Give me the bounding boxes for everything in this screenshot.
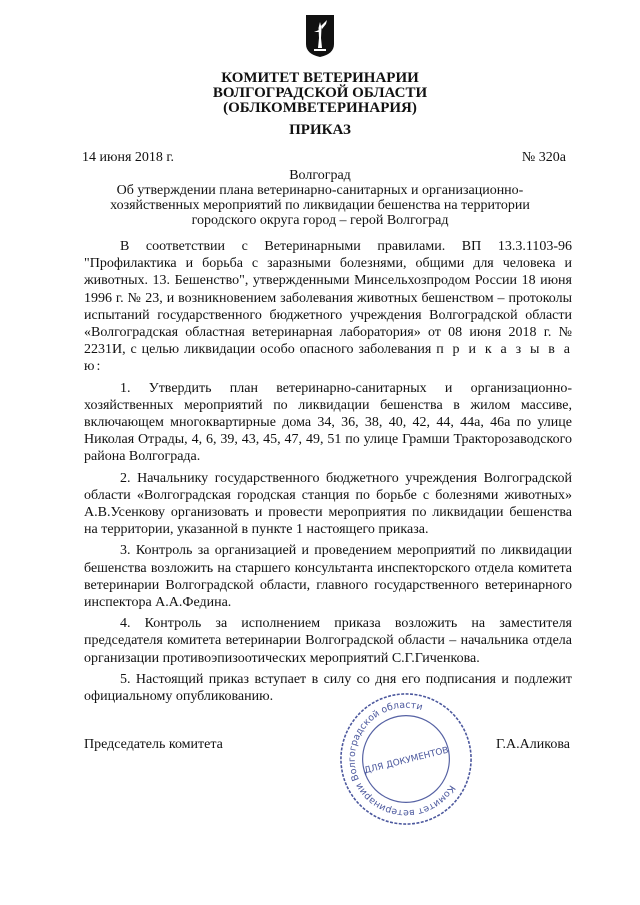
order-item-5: 5. Настоящий приказ вступает в силу со дня его подписания и подлежит официальному опубликованию. (84, 671, 572, 705)
order-body (84, 238, 572, 705)
signer-name: Г.А.Аликова (496, 737, 570, 752)
order-item-1: 1. Утвердить план ветеринарно-санитарных и организационно-хозяйственных мероприятий по ликвидации бешенства в жилом массиве, включающем многоквартирные дома 34, 36, 38, 40, 42, 44, 44а, 46а по улице Николая Отрады, 4, 6, 39, 43, 45, 47, 49, 51 по улице Грамши Тракторозаводского района Волгограда. (84, 380, 572, 465)
order-item-4: 4. Контроль за исполнением приказа возложить на заместителя председателя комитета ветеринарии Волгоградской области – начальника отдела организации противоэпизоотических мероприятий С.Г.Гиченкова. (84, 616, 572, 666)
preamble-text: В соответствии с Ветеринарными правилами. ВП 13.3.1103-96 "Профилактика и борьба с заразными болезнями, общими для человека и животных. 13. Бешенство", утвержденными Минсельхозпродом России 18 июня 1996 г. № 23, и возникновением заболевания животных бешенством – протоколы испытаний государственного бюджетного учреждения Волгоградской области «Волгоградская областная ветеринарная лаборатория» от 08 июня 2018 г. № 2231И, с целью ликвидации особо опасного заболевания (84, 239, 572, 358)
preamble-paragraph (84, 238, 572, 376)
document-type-title: ПРИКАЗ (289, 122, 351, 138)
order-item-3: 3. Контроль за организацией и проведением мероприятий по ликвидации бешенства возложить на старшего консультанта инспекторского отдела комитета ветеринарии Волгоградской области, главного государственного ветеринарного инспектора А.А.Федина. (84, 543, 572, 611)
order-command: п р и к а з ы в а ю: (84, 342, 573, 375)
subject-line: Об утверждении плана ветеринарно-санитарных и организационно- (116, 183, 524, 198)
stamp-center-text: ДЛЯ ДОКУМЕНТОВ (363, 745, 450, 777)
signer-title: Председатель комитета (84, 737, 223, 752)
order-item-2: 2. Начальнику государственного бюджетного учреждения Волгоградской области «Волгоградская городская станция по борьбе с болезнями животных» А.В.Усенкову организовать и провести мероприятия по ликвидации бешенства на территории, указанной в пункте 1 настоящего приказа. (84, 470, 572, 538)
order-number: № 320а (521, 150, 566, 165)
subject-line: хозяйственных мероприятий по ликвидации бешенства на территории (110, 198, 530, 213)
order-city: Волгоград (289, 168, 351, 183)
subject-line: городского округа город – герой Волгоград (191, 213, 449, 228)
order-date: 14 июня 2018 г. (82, 150, 175, 165)
order-subject (100, 183, 540, 228)
committee-abbreviation: (ОБЛКОМВЕТЕРИНАРИЯ) (223, 100, 417, 116)
committee-name-line-1: КОМИТЕТ ВЕТЕРИНАРИИ (221, 70, 419, 86)
volgograd-coat-of-arms-icon (305, 14, 335, 58)
committee-name-line-2: ВОЛГОГРАДСКОЙ ОБЛАСТИ (212, 85, 428, 101)
official-stamp (337, 690, 475, 828)
stamp-ring-text: Комитет ветеринарии Волгоградской области (346, 699, 458, 819)
